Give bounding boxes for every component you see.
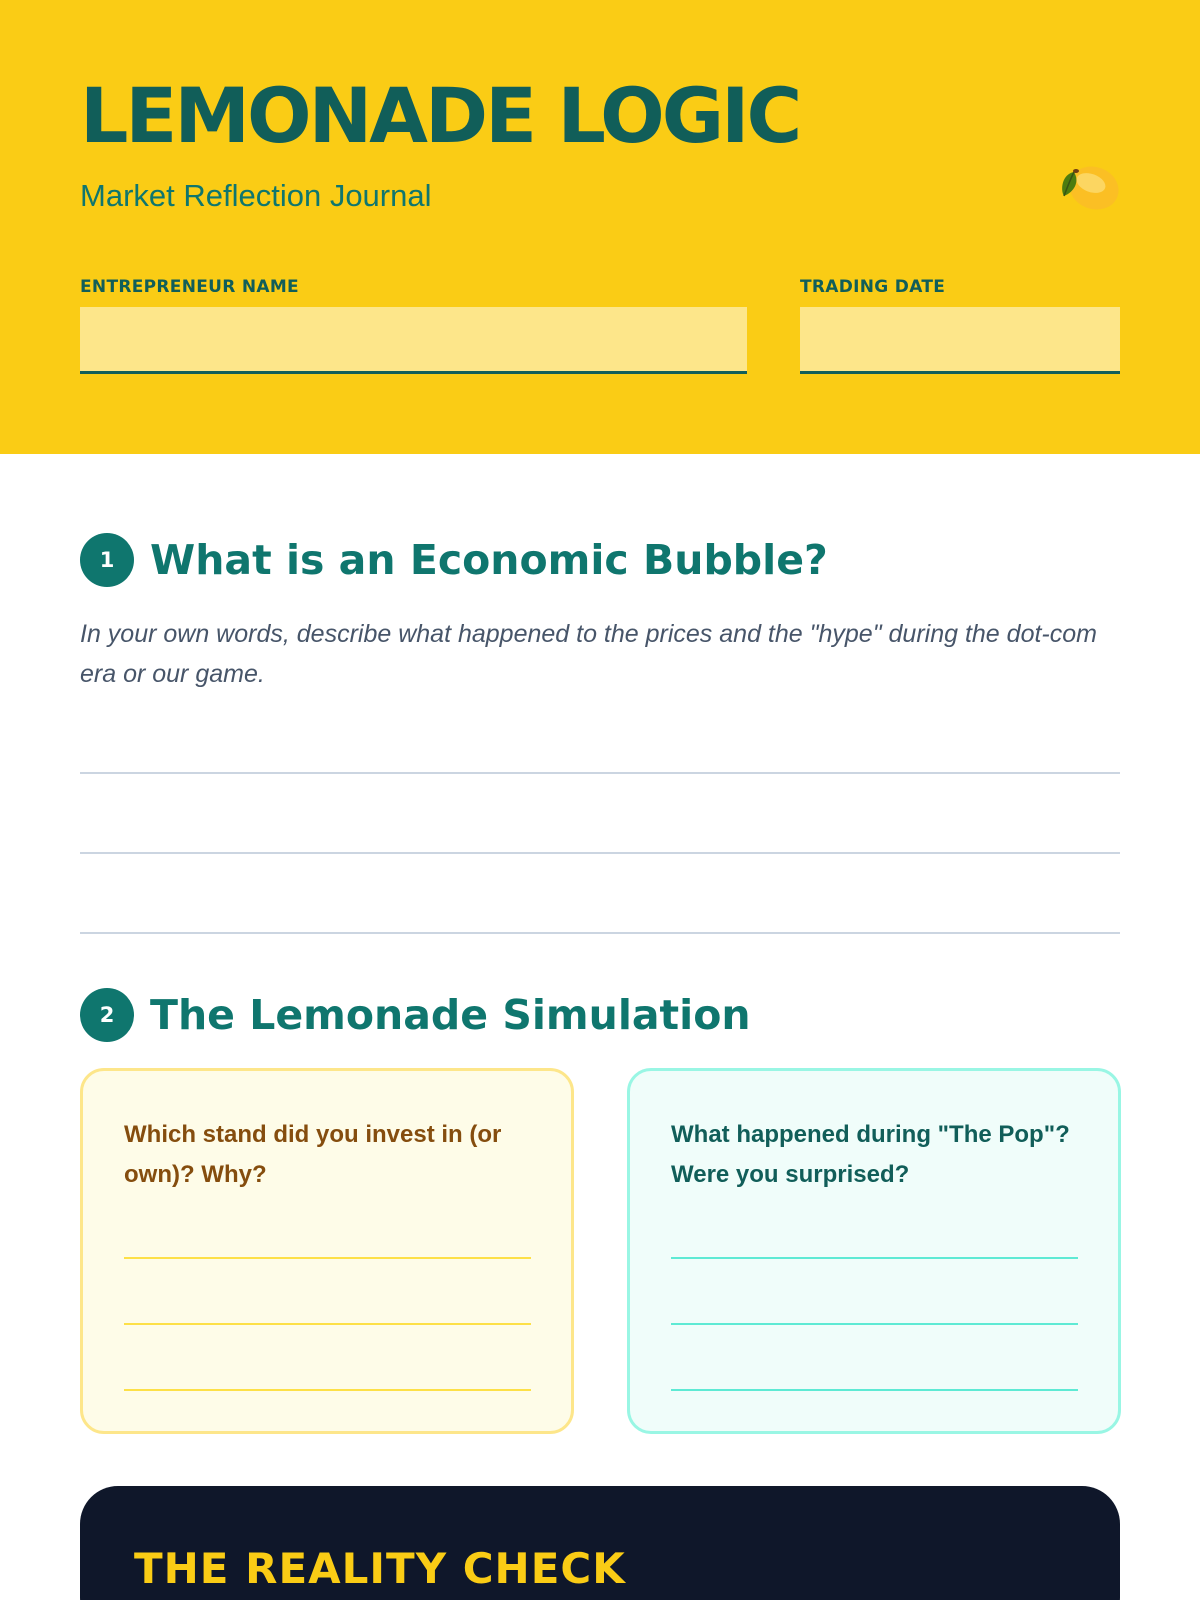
entrepreneur-name-label: ENTREPRENEUR NAME: [80, 277, 299, 297]
writing-line[interactable]: [671, 1389, 1078, 1391]
trading-date-input[interactable]: [800, 307, 1120, 374]
section-title: What is an Economic Bubble?: [150, 536, 828, 584]
section-2-heading: [80, 988, 751, 1042]
reality-check-panel: [80, 1486, 1120, 1600]
page-title: LEMONADE LOGIC: [80, 71, 800, 160]
header-banner: [0, 0, 1200, 454]
section-number-badge: 1: [80, 533, 134, 587]
writing-line[interactable]: [124, 1257, 531, 1259]
writing-line[interactable]: [80, 772, 1120, 774]
trading-date-label: TRADING DATE: [800, 277, 946, 297]
reality-check-title: THE REALITY CHECK: [134, 1544, 626, 1593]
card-question: Which stand did you invest in (or own)? Why?: [124, 1121, 502, 1188]
section-1-heading: [80, 533, 828, 587]
card-question: What happened during "The Pop"? Were you surprised?: [671, 1121, 1070, 1188]
investment-question-card: [80, 1068, 574, 1434]
writing-line[interactable]: [80, 932, 1120, 934]
writing-line[interactable]: [80, 852, 1120, 854]
writing-line[interactable]: [124, 1323, 531, 1325]
section-number-badge: 2: [80, 988, 134, 1042]
writing-line[interactable]: [124, 1389, 531, 1391]
writing-line[interactable]: [671, 1323, 1078, 1325]
section-title: The Lemonade Simulation: [150, 991, 751, 1039]
entrepreneur-name-input[interactable]: [80, 307, 747, 374]
section-1-prompt: In your own words, describe what happened to the prices and the "hype" during the dot-com era or our game.: [80, 620, 1097, 688]
lemon-icon: [1060, 152, 1122, 214]
pop-question-card: [627, 1068, 1121, 1434]
page-subtitle: Market Reflection Journal: [80, 178, 432, 213]
writing-line[interactable]: [671, 1257, 1078, 1259]
